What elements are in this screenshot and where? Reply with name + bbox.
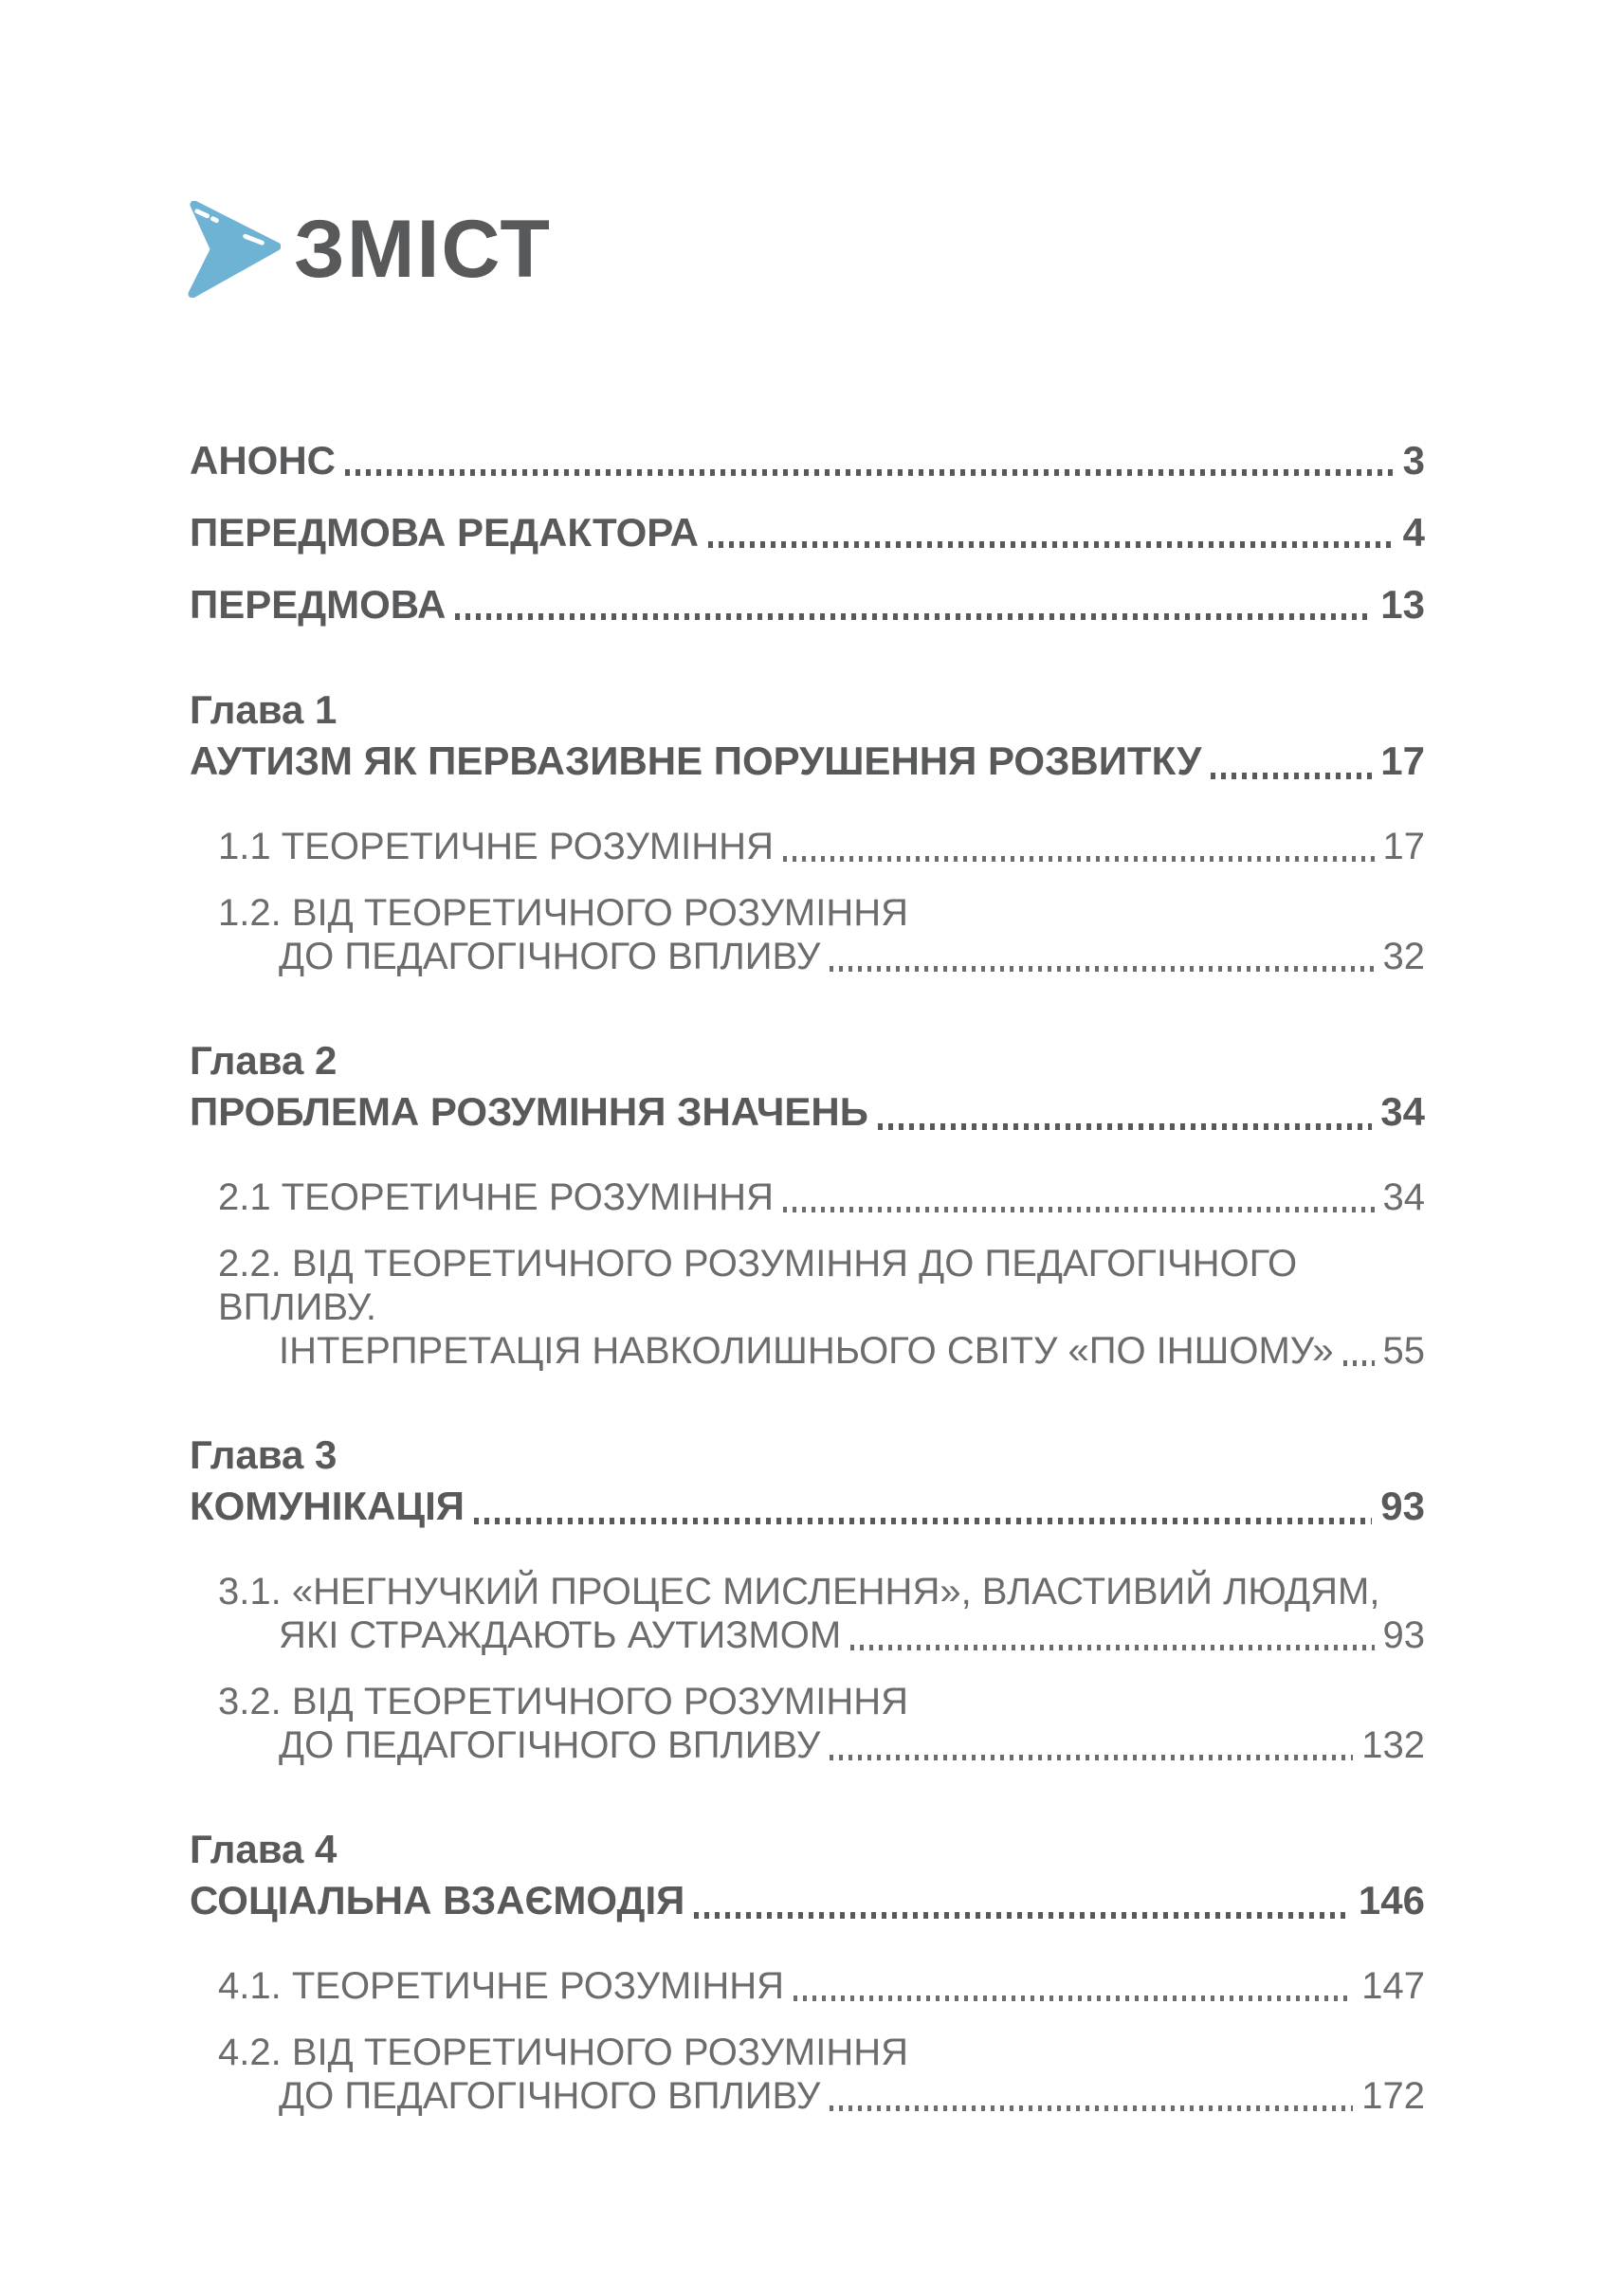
section-label-continued: ДО ПЕДАГОГІЧНОГО ВПЛИВУ <box>279 1724 821 1766</box>
section-label: 4.2. ВІД ТЕОРЕТИЧНОГО РОЗУМІННЯ <box>218 2032 909 2073</box>
toc-section <box>190 825 1425 868</box>
section-label: 2.2. ВІД ТЕОРЕТИЧНОГО РОЗУМІННЯ ДО ПЕДАГОГІЧНОГО ВПЛИВУ. <box>218 1243 1298 1328</box>
toc-page-number: 17 <box>1382 826 1425 867</box>
dot-leader <box>830 966 1374 972</box>
dot-leader <box>783 1207 1375 1212</box>
chapter-label: Глава 3 <box>190 1432 338 1477</box>
section-label: 3.2. ВІД ТЕОРЕТИЧНОГО РОЗУМІННЯ <box>218 1681 909 1722</box>
toc-section <box>190 1680 1425 1767</box>
dot-leader <box>878 1123 1372 1130</box>
dot-leader <box>850 1645 1374 1650</box>
toc-chapter <box>190 1035 1425 1373</box>
toc-section <box>190 1242 1425 1373</box>
toc-entry <box>190 438 1425 483</box>
chapter-sections <box>190 1570 1425 1767</box>
dot-leader <box>794 1995 1353 2001</box>
toc-entry <box>190 1875 1425 1926</box>
dot-leader <box>830 2105 1353 2111</box>
dot-leader <box>694 1912 1350 1919</box>
dot-leader <box>474 1518 1372 1524</box>
toc-entry <box>218 1175 1425 1219</box>
toc-entry <box>190 736 1425 787</box>
chapter-title: СОЦІАЛЬНА ВЗАЄМОДІЯ <box>190 1878 685 1922</box>
chapter-sections <box>190 825 1425 978</box>
dot-leader <box>1211 773 1372 779</box>
toc-page-number: 32 <box>1382 936 1425 977</box>
toc-entry-label: ПЕРЕДМОВА РЕДАКТОРА <box>190 510 699 555</box>
toc-chapter <box>190 684 1425 978</box>
toc-entry <box>218 1964 1425 2008</box>
toc-page-number: 147 <box>1361 1965 1425 2007</box>
toc-page-number: 132 <box>1361 1724 1425 1766</box>
toc-section <box>190 891 1425 978</box>
page-header <box>0 0 1624 298</box>
section-label: 2.1 ТЕОРЕТИЧНЕ РОЗУМІННЯ <box>218 1176 774 1218</box>
section-label: 1.2. ВІД ТЕОРЕТИЧНОГО РОЗУМІННЯ <box>218 892 909 934</box>
section-label: 3.1. «НЕГНУЧКИЙ ПРОЦЕС МИСЛЕННЯ», ВЛАСТИВИЙ ЛЮДЯМ, <box>218 1571 1380 1613</box>
table-of-contents <box>190 438 1425 2118</box>
toc-page-number: 17 <box>1380 738 1425 783</box>
chapter-title: КОМУНІКАЦІЯ <box>190 1484 465 1528</box>
chapter-label: Глава 2 <box>190 1038 338 1083</box>
toc-page-number: 93 <box>1382 1614 1425 1656</box>
chapter-title: ПРОБЛЕМА РОЗУМІННЯ ЗНАЧЕНЬ <box>190 1089 868 1134</box>
toc-chapter <box>190 1824 1425 2118</box>
toc-entry <box>218 825 1425 868</box>
toc-page-number: 55 <box>1382 1330 1425 1372</box>
toc-entry <box>218 2074 1425 2118</box>
section-label-continued: ДО ПЕДАГОГІЧНОГО ВПЛИВУ <box>279 936 821 977</box>
toc-page-number: 4 <box>1402 510 1425 555</box>
toc-page-number: 146 <box>1358 1878 1425 1922</box>
dot-leader <box>830 1755 1353 1760</box>
chapter-title: АУТИЗМ ЯК ПЕРВАЗИВНЕ ПОРУШЕННЯ РОЗВИТКУ <box>190 738 1202 783</box>
toc-entry <box>190 1481 1425 1532</box>
toc-page-number: 34 <box>1380 1089 1425 1134</box>
dot-leader <box>1343 1360 1375 1366</box>
toc-section <box>190 1964 1425 2008</box>
toc-entry <box>218 1613 1425 1657</box>
toc-page-number: 3 <box>1402 438 1425 483</box>
chapter-label: Глава 4 <box>190 1827 338 1871</box>
toc-chapter <box>190 1430 1425 1767</box>
toc-entry <box>218 1329 1425 1373</box>
toc-entry <box>218 935 1425 978</box>
toc-page-number: 34 <box>1382 1176 1425 1218</box>
dot-leader <box>455 613 1372 620</box>
dot-leader <box>345 469 1395 476</box>
toc-section <box>190 1175 1425 1219</box>
toc-entry-label: ПЕРЕДМОВА <box>190 582 447 627</box>
section-label: 1.1 ТЕОРЕТИЧНЕ РОЗУМІННЯ <box>218 826 774 867</box>
dot-leader <box>783 856 1375 862</box>
toc-section <box>190 2031 1425 2118</box>
section-label-continued: ІНТЕРПРЕТАЦІЯ НАВКОЛИШНЬОГО СВІТУ «ПО ІНШОМУ» <box>279 1330 1334 1372</box>
toc-page-number: 172 <box>1361 2075 1425 2117</box>
section-label-continued: ДО ПЕДАГОГІЧНОГО ВПЛИВУ <box>279 2075 821 2117</box>
chapter-sections <box>190 1964 1425 2118</box>
dot-leader <box>708 541 1395 548</box>
toc-page-number: 93 <box>1380 1484 1425 1528</box>
toc-entry-label: АНОНС <box>190 438 336 483</box>
chapter-sections <box>190 1175 1425 1373</box>
paper-plane-icon <box>188 201 281 298</box>
toc-section <box>190 1570 1425 1657</box>
toc-entry <box>190 510 1425 556</box>
section-label: 4.1. ТЕОРЕТИЧНЕ РОЗУМІННЯ <box>218 1965 785 2007</box>
section-label-continued: ЯКІ СТРАЖДАЮТЬ АУТИЗМОМ <box>279 1614 842 1656</box>
page-title: ЗМІСТ <box>294 203 552 295</box>
toc-entry <box>190 582 1425 628</box>
chapter-label: Глава 1 <box>190 687 338 732</box>
toc-page-number: 13 <box>1380 582 1425 627</box>
toc-entry <box>218 1723 1425 1767</box>
toc-entry <box>190 1086 1425 1138</box>
